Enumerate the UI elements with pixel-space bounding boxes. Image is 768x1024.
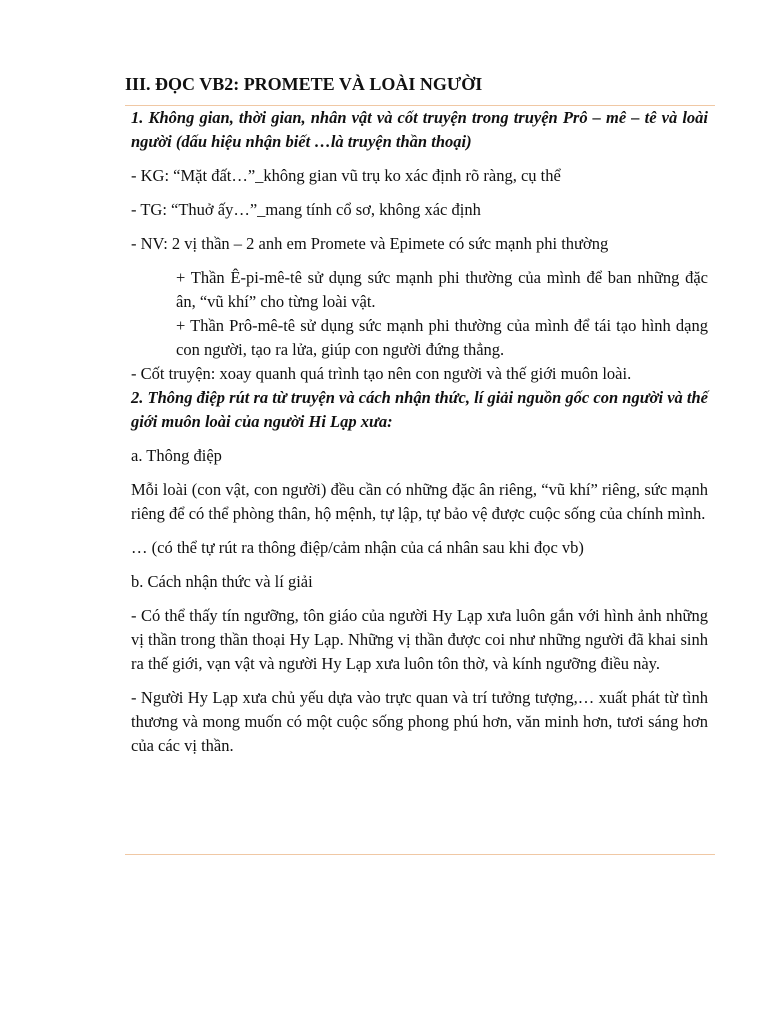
subsection-a-text: Mỗi loài (con vật, con người) đều cần có những đặc ân riêng, “vũ khí” riêng, sức mạnh riêng để có thể phòng thân, hộ mệnh, tự lập, tự bảo vệ được cuộc sống của chính mình. — [131, 480, 708, 523]
section1-heading: 1. Không gian, thời gian, nhân vật và cốt truyện trong truyện Prô – mê – tê và loài người (dấu hiệu nhận biết …là truyện thần thoại) — [131, 108, 708, 151]
nv-sub-promete: + Thần Prô-mê-tê sử dụng sức mạnh phi thường của mình để tái tạo hình dạng con người, tạo ra lửa, giúp con người đứng thẳng. — [176, 316, 708, 359]
subsection-a-note: … (có thể tự rút ra thông điệp/cảm nhận của cá nhân sau khi đọc vb) — [131, 538, 584, 557]
plot-line: - Cốt truyện: xoay quanh quá trình tạo nên con người và thế giới muôn loài. — [131, 364, 632, 383]
page-title: III. ĐỌC VB2: PROMETE VÀ LOÀI NGƯỜI — [125, 74, 483, 94]
tg-line: - TG: “Thuở ấy…”_mang tính cổ sơ, không xác định — [131, 200, 481, 219]
nv-sub-epimete: + Thần Ê-pi-mê-tê sử dụng sức mạnh phi thường của mình để ban những đặc ân, “vũ khí” cho từng loài vật. — [176, 268, 708, 311]
subsection-b-text2: - Người Hy Lạp xưa chủ yếu dựa vào trực quan và trí tưởng tượng,… xuất phát từ tình thương và mong muốn có một cuộc sống phong phú hơn, văn minh hơn, tươi sáng hơn của các vị thần. — [131, 688, 708, 755]
subsection-b-label: b. Cách nhận thức và lí giải — [131, 572, 313, 591]
nv-line: - NV: 2 vị thần – 2 anh em Promete và Epimete có sức mạnh phi thường — [131, 234, 609, 253]
section2-heading: 2. Thông điệp rút ra từ truyện và cách nhận thức, lí giải nguồn gốc con người và thế giới muôn loài của người Hi Lạp xưa: — [131, 388, 708, 431]
footer-rule — [125, 854, 715, 855]
subsection-a-label: a. Thông điệp — [131, 446, 222, 465]
subsection-b-text1: - Có thể thấy tín ngưỡng, tôn giáo của người Hy Lạp xưa luôn gắn với hình ảnh những vị thần trong thần thoại Hy Lạp. Những vị thần được coi như những người đã khai sinh ra thế giới, vạn vật và người Hy Lạp xưa luôn tôn thờ, và kính ngưỡng điều này. — [131, 606, 708, 673]
kg-line: - KG: “Mặt đất…”_không gian vũ trụ ko xác định rõ ràng, cụ thể — [131, 166, 561, 185]
document-body — [131, 106, 708, 758]
